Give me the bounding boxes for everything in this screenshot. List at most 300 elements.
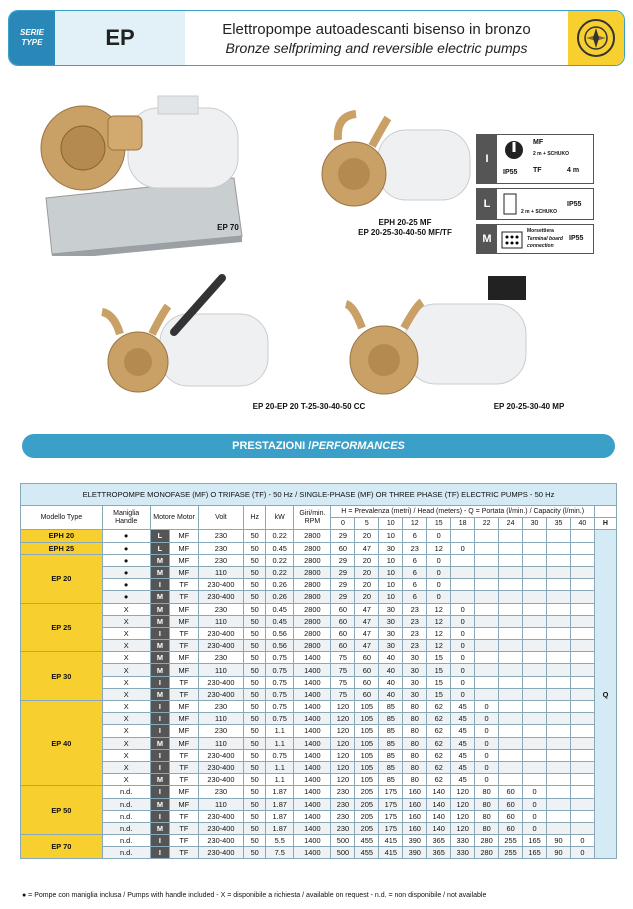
model-cell: EP 50	[21, 786, 103, 835]
table-title: ELETTROPOMPE MONOFASE (MF) O TRIFASE (TF) - 50 Hz / SINGLE-PHASE (MF) OR THREE PHASE (TF) ELECTRIC PUMPS - 50 Hz	[21, 484, 617, 506]
spec-cell: 50	[244, 530, 266, 542]
phase-cell: TF	[170, 688, 198, 700]
capacity-cell	[547, 676, 571, 688]
spec-cell: 230-400	[198, 688, 244, 700]
table-row	[21, 725, 617, 737]
capacity-cell	[523, 676, 547, 688]
motor-type-cell: M	[150, 603, 170, 615]
footnote: ● = Pompe con maniglia inclusa / Pumps with handle included - X = disponibile a richiesta / available on request - n.d. = non disponibile / not available	[22, 892, 487, 899]
capacity-cell: 60	[499, 798, 523, 810]
legend-i-ip: IP55	[503, 169, 518, 176]
spec-cell: 1.87	[266, 822, 294, 834]
spec-cell: 110	[198, 664, 244, 676]
capacity-cell: 47	[355, 603, 379, 615]
capacity-cell: 0	[451, 603, 475, 615]
capacity-cell	[570, 566, 594, 578]
capacity-cell	[523, 627, 547, 639]
head-value-header: 24	[499, 518, 523, 530]
capacity-cell: 160	[403, 786, 427, 798]
capacity-cell	[523, 749, 547, 761]
spec-cell: 50	[244, 713, 266, 725]
spec-cell: 0.75	[266, 664, 294, 676]
capacity-cell	[475, 554, 499, 566]
switch-box-icon	[503, 193, 517, 217]
motor-type-cell: L	[150, 542, 170, 554]
capacity-cell	[499, 566, 523, 578]
motor-type-cell: I	[150, 701, 170, 713]
capacity-cell	[499, 652, 523, 664]
capacity-cell	[523, 566, 547, 578]
table-row	[21, 822, 617, 834]
capacity-cell	[570, 822, 594, 834]
phase-cell: TF	[170, 640, 198, 652]
capacity-cell	[523, 688, 547, 700]
capacity-cell: 0	[451, 688, 475, 700]
capacity-cell	[547, 554, 571, 566]
capacity-cell: 62	[427, 701, 451, 713]
capacity-cell: 30	[379, 627, 403, 639]
capacity-cell	[499, 737, 523, 749]
spec-cell: 2800	[294, 554, 331, 566]
capacity-cell: 80	[403, 713, 427, 725]
phase-cell: TF	[170, 822, 198, 834]
capacity-cell	[570, 688, 594, 700]
capacity-cell	[499, 664, 523, 676]
spec-cell: 0.56	[266, 627, 294, 639]
capacity-cell	[475, 603, 499, 615]
capacity-cell	[499, 676, 523, 688]
spec-cell: 2800	[294, 542, 331, 554]
capacity-cell: 230	[331, 822, 355, 834]
phase-cell: TF	[170, 810, 198, 822]
capacity-cell: 60	[499, 822, 523, 834]
capacity-cell: 85	[379, 725, 403, 737]
capacity-cell: 60	[331, 603, 355, 615]
spec-cell: 230-400	[198, 835, 244, 847]
capacity-cell: 47	[355, 640, 379, 652]
table-row	[21, 640, 617, 652]
capacity-cell: 0	[451, 627, 475, 639]
spec-cell: 230-400	[198, 579, 244, 591]
handle-cell: ●	[102, 591, 150, 603]
motor-type-cell: M	[150, 664, 170, 676]
capacity-cell: 0	[475, 737, 499, 749]
capacity-cell: 120	[331, 725, 355, 737]
capacity-cell: 10	[379, 579, 403, 591]
motor-type-cell: M	[150, 652, 170, 664]
spec-cell: 230-400	[198, 810, 244, 822]
title-english: Bronze selfpriming and reversible electric pumps	[225, 39, 528, 56]
capacity-cell: 60	[355, 676, 379, 688]
col-header-volt: Volt	[198, 506, 244, 530]
capacity-cell: 0	[475, 749, 499, 761]
capacity-cell: 105	[355, 749, 379, 761]
capacity-cell: 80	[403, 725, 427, 737]
capacity-cell: 175	[379, 822, 403, 834]
capacity-cell: 255	[499, 835, 523, 847]
capacity-cell: 15	[427, 664, 451, 676]
capacity-cell: 280	[475, 847, 499, 859]
capacity-cell: 0	[427, 530, 451, 542]
capacity-cell: 0	[451, 652, 475, 664]
capacity-cell: 255	[499, 847, 523, 859]
capacity-cell	[523, 615, 547, 627]
capacity-cell	[499, 591, 523, 603]
capacity-cell: 40	[379, 664, 403, 676]
capacity-cell: 80	[403, 774, 427, 786]
capacity-cell: 330	[451, 835, 475, 847]
capacity-cell: 40	[379, 652, 403, 664]
motor-type-cell: M	[150, 554, 170, 566]
capacity-cell	[547, 603, 571, 615]
capacity-cell: 230	[331, 786, 355, 798]
legend-i-mf: MF	[533, 139, 544, 146]
spec-cell: 1400	[294, 761, 331, 773]
motor-type-cell: M	[150, 688, 170, 700]
handle-cell: X	[102, 725, 150, 737]
phase-cell: TF	[170, 847, 198, 859]
spec-cell: 50	[244, 542, 266, 554]
caption-eph-line1: EPH 20-25 MF	[378, 218, 432, 227]
spec-cell: 50	[244, 664, 266, 676]
capacity-cell: 105	[355, 774, 379, 786]
spec-cell: 230-400	[198, 640, 244, 652]
capacity-cell	[499, 627, 523, 639]
title-italian: Elettropompe autoadescanti bisenso in bronzo	[222, 20, 531, 38]
spec-cell: 1400	[294, 713, 331, 725]
spec-cell: 50	[244, 640, 266, 652]
capacity-cell	[475, 615, 499, 627]
capacity-cell	[547, 640, 571, 652]
capacity-cell: 0	[475, 713, 499, 725]
capacity-cell: 365	[427, 835, 451, 847]
capacity-cell: 0	[475, 701, 499, 713]
col-header-spacer	[594, 506, 616, 518]
capacity-cell: 85	[379, 713, 403, 725]
capacity-cell	[451, 530, 475, 542]
spec-cell: 230-400	[198, 761, 244, 773]
capacity-cell	[547, 615, 571, 627]
capacity-cell: 10	[379, 591, 403, 603]
capacity-cell	[499, 701, 523, 713]
head-value-header: 10	[379, 518, 403, 530]
capacity-cell: 20	[355, 591, 379, 603]
capacity-cell	[499, 640, 523, 652]
capacity-cell	[570, 676, 594, 688]
capacity-cell: 45	[451, 774, 475, 786]
phase-cell: MF	[170, 554, 198, 566]
capacity-cell: 175	[379, 786, 403, 798]
capacity-cell	[499, 749, 523, 761]
capacity-cell: 29	[331, 530, 355, 542]
spec-cell: 1.87	[266, 810, 294, 822]
capacity-cell	[570, 737, 594, 749]
capacity-cell	[570, 713, 594, 725]
capacity-cell: 120	[331, 749, 355, 761]
head-value-header: 12	[403, 518, 427, 530]
legend-l-ip: IP55	[567, 201, 582, 208]
capacity-cell	[523, 591, 547, 603]
capacity-cell	[451, 579, 475, 591]
spec-cell: 7.5	[266, 847, 294, 859]
model-cell: EPH 25	[21, 542, 103, 554]
capacity-cell: 160	[403, 798, 427, 810]
legend-tag-l: L	[477, 189, 497, 219]
motor-type-cell: I	[150, 627, 170, 639]
capacity-cell: 80	[403, 737, 427, 749]
capacity-cell	[547, 664, 571, 676]
capacity-cell	[475, 579, 499, 591]
handle-cell: X	[102, 713, 150, 725]
phase-cell: MF	[170, 615, 198, 627]
capacity-cell: 45	[451, 761, 475, 773]
legend-row-m	[476, 224, 594, 254]
capacity-cell: 29	[331, 591, 355, 603]
handle-cell: X	[102, 701, 150, 713]
capacity-cell: 0	[523, 798, 547, 810]
capacity-cell: 62	[427, 737, 451, 749]
pump-image-eph	[318, 110, 474, 214]
spec-cell: 2800	[294, 566, 331, 578]
capacity-cell	[523, 737, 547, 749]
capacity-cell: 45	[451, 701, 475, 713]
phase-cell: TF	[170, 749, 198, 761]
spec-cell: 1400	[294, 798, 331, 810]
spec-cell: 50	[244, 749, 266, 761]
caption-eph-line2: EP 20-25-30-40-50 MF/TF	[358, 228, 452, 237]
model-cell: EP 70	[21, 835, 103, 859]
capacity-cell: 60	[331, 640, 355, 652]
spec-cell: 2800	[294, 627, 331, 639]
capacity-cell: 0	[427, 591, 451, 603]
capacity-cell: 455	[355, 847, 379, 859]
head-value-header: 15	[427, 518, 451, 530]
capacity-cell: 30	[403, 652, 427, 664]
spec-cell: 50	[244, 566, 266, 578]
capacity-cell: 6	[403, 554, 427, 566]
capacity-cell	[523, 664, 547, 676]
table-row	[21, 688, 617, 700]
table-row	[21, 835, 617, 847]
phase-cell: MF	[170, 798, 198, 810]
capacity-cell: 6	[403, 530, 427, 542]
capacity-cell	[547, 737, 571, 749]
capacity-cell: 175	[379, 810, 403, 822]
capacity-cell: 30	[403, 676, 427, 688]
head-value-header: 30	[523, 518, 547, 530]
table-row	[21, 847, 617, 859]
handle-cell: X	[102, 737, 150, 749]
capacity-cell	[499, 579, 523, 591]
col-header-kw: kW	[266, 506, 294, 530]
spec-cell: 1400	[294, 749, 331, 761]
legend-i-cable1: 2 m + SCHUKO	[533, 151, 569, 157]
capacity-cell: 75	[331, 664, 355, 676]
capacity-cell: 60	[355, 652, 379, 664]
capacity-cell	[547, 579, 571, 591]
capacity-cell	[499, 603, 523, 615]
capacity-cell: 20	[355, 566, 379, 578]
capacity-cell	[523, 542, 547, 554]
phase-cell: TF	[170, 591, 198, 603]
phase-cell: TF	[170, 579, 198, 591]
spec-cell: 2800	[294, 530, 331, 542]
caption-mp: EP 20-25-30-40 MP	[493, 402, 565, 411]
phase-cell: MF	[170, 664, 198, 676]
spec-cell: 1.1	[266, 737, 294, 749]
capacity-cell: 80	[403, 761, 427, 773]
phase-cell: MF	[170, 737, 198, 749]
motor-type-cell: I	[150, 786, 170, 798]
capacity-cell	[499, 542, 523, 554]
capacity-cell: 205	[355, 810, 379, 822]
serie-label: SERIE	[19, 28, 44, 37]
capacity-cell: 12	[427, 542, 451, 554]
spec-cell: 1.1	[266, 774, 294, 786]
spec-cell: 230	[198, 554, 244, 566]
capacity-cell: 10	[379, 530, 403, 542]
capacity-cell	[547, 725, 571, 737]
table-row	[21, 566, 617, 578]
capacity-cell: 20	[355, 530, 379, 542]
head-value-header: 40	[570, 518, 594, 530]
performance-table-wrapper	[20, 483, 617, 859]
motor-type-cell: I	[150, 676, 170, 688]
capacity-cell: 23	[403, 603, 427, 615]
capacity-cell: 205	[355, 798, 379, 810]
pump-image-cc	[94, 270, 274, 398]
legend-i-cable2: 4 m	[567, 167, 580, 174]
capacity-cell: 0	[427, 566, 451, 578]
spec-cell: 2800	[294, 603, 331, 615]
spec-cell: 50	[244, 652, 266, 664]
capacity-cell: 30	[403, 688, 427, 700]
performance-it: PRESTAZIONI /	[232, 440, 312, 452]
spec-cell: 1400	[294, 786, 331, 798]
capacity-cell: 45	[451, 749, 475, 761]
capacity-cell: 60	[331, 542, 355, 554]
capacity-cell: 230	[331, 798, 355, 810]
capacity-cell: 120	[451, 810, 475, 822]
capacity-cell: 75	[331, 688, 355, 700]
capacity-cell: 12	[427, 603, 451, 615]
capacity-cell: 230	[331, 810, 355, 822]
legend-l-cable: 2 m + SCHUKO	[521, 209, 557, 215]
capacity-cell	[499, 774, 523, 786]
capacity-cell: 0	[523, 810, 547, 822]
spec-cell: 0.56	[266, 640, 294, 652]
capacity-cell	[570, 579, 594, 591]
capacity-cell: 62	[427, 749, 451, 761]
capacity-cell	[570, 652, 594, 664]
capacity-cell	[475, 627, 499, 639]
phase-cell: MF	[170, 530, 198, 542]
spec-cell: 50	[244, 579, 266, 591]
capacity-cell: 62	[427, 774, 451, 786]
capacity-cell: 23	[403, 615, 427, 627]
capacity-cell	[499, 688, 523, 700]
capacity-cell	[547, 786, 571, 798]
capacity-cell: 280	[475, 835, 499, 847]
capacity-cell	[499, 713, 523, 725]
capacity-cell: 40	[379, 688, 403, 700]
motor-type-cell: I	[150, 810, 170, 822]
handle-cell: n.d.	[102, 822, 150, 834]
col-header-h: H	[594, 518, 616, 530]
legend-m-en: Terminal board	[527, 236, 563, 242]
head-value-header: 22	[475, 518, 499, 530]
capacity-cell: 62	[427, 761, 451, 773]
spec-cell: 1400	[294, 847, 331, 859]
capacity-cell: 0	[523, 786, 547, 798]
capacity-cell: 10	[379, 566, 403, 578]
page-title	[185, 11, 568, 65]
capacity-cell	[523, 774, 547, 786]
capacity-cell: 390	[403, 835, 427, 847]
spec-cell: 50	[244, 798, 266, 810]
spec-cell: 230	[198, 786, 244, 798]
capacity-cell: 12	[427, 640, 451, 652]
handle-cell: n.d.	[102, 810, 150, 822]
head-value-header: 0	[331, 518, 355, 530]
spec-cell: 50	[244, 847, 266, 859]
table-row	[21, 786, 617, 798]
performance-en: PERFORMANCES	[311, 440, 405, 452]
spec-cell: 50	[244, 737, 266, 749]
spec-cell: 1400	[294, 835, 331, 847]
handle-cell: X	[102, 615, 150, 627]
table-row	[21, 713, 617, 725]
capacity-cell: 120	[331, 713, 355, 725]
capacity-cell: 0	[475, 761, 499, 773]
capacity-cell	[570, 725, 594, 737]
phase-cell: TF	[170, 761, 198, 773]
spec-cell: 0.26	[266, 591, 294, 603]
switch-icon	[503, 139, 525, 163]
capacity-cell: 140	[427, 786, 451, 798]
spec-cell: 110	[198, 615, 244, 627]
capacity-cell: 47	[355, 615, 379, 627]
spec-cell: 0.75	[266, 688, 294, 700]
performance-table	[20, 483, 617, 859]
capacity-cell: 120	[451, 822, 475, 834]
handle-cell: ●	[102, 530, 150, 542]
capacity-cell	[547, 713, 571, 725]
spec-cell: 0.75	[266, 713, 294, 725]
capacity-cell	[499, 761, 523, 773]
spec-cell: 50	[244, 774, 266, 786]
handle-cell: ●	[102, 566, 150, 578]
motor-type-cell: M	[150, 798, 170, 810]
spec-cell: 230	[198, 701, 244, 713]
pump-image-mp	[340, 276, 532, 400]
capacity-cell	[570, 530, 594, 542]
spec-cell: 0.26	[266, 579, 294, 591]
capacity-cell	[547, 542, 571, 554]
caption-cc: EP 20-EP 20 T-25-30-40-50 CC	[252, 402, 366, 411]
table-row	[21, 652, 617, 664]
spec-cell: 0.22	[266, 530, 294, 542]
spec-cell: 50	[244, 701, 266, 713]
capacity-cell	[451, 554, 475, 566]
capacity-cell: 30	[379, 603, 403, 615]
model-cell: EP 40	[21, 701, 103, 786]
spec-cell: 2800	[294, 579, 331, 591]
page-header	[8, 10, 625, 66]
spec-cell: 50	[244, 761, 266, 773]
capacity-cell: 80	[475, 822, 499, 834]
spec-cell: 1400	[294, 652, 331, 664]
